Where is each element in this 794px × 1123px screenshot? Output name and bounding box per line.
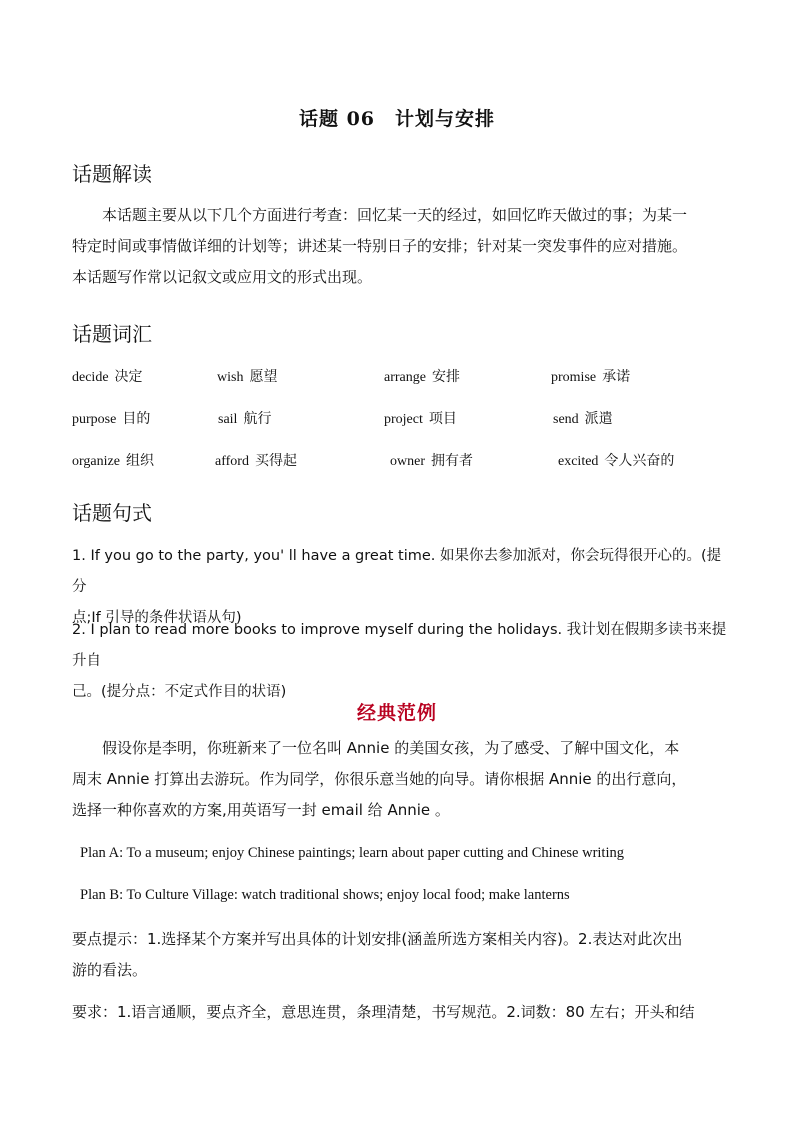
vocab-item — [390, 450, 473, 470]
interpretation-line-2: 特定时间或事情做详细的计划等；讲述某一特别日子的安排；针对某一突发事件的应对措施。 — [72, 237, 688, 255]
vocab-item — [72, 366, 143, 386]
vocab-en: purpose — [72, 412, 117, 427]
vocab-zh: 航行 — [243, 411, 272, 427]
vocab-item — [72, 450, 154, 470]
vocab-item — [218, 408, 271, 428]
vocab-en: owner — [390, 454, 425, 469]
plan-b: Plan B: To Culture Village: watch traditional shows; enjoy local food; make lanterns — [80, 887, 570, 903]
vocab-en: promise — [551, 370, 597, 385]
interpretation-paragraph — [72, 200, 732, 293]
example-prompt-line-2: 周末 Annie 打算出去游玩。作为同学，你很乐意当她的向导。请你根据 Annie 的出行意向， — [72, 770, 687, 788]
vocab-en: afford — [215, 454, 249, 469]
interpretation-heading: 话题解读 — [72, 162, 152, 186]
vocab-zh: 拥有者 — [431, 453, 473, 469]
vocab-en: excited — [558, 454, 599, 469]
tips-line-2: 游的看法。 — [72, 961, 148, 979]
vocab-heading: 话题词汇 — [72, 322, 152, 346]
vocab-en: organize — [72, 454, 120, 469]
sentence-1-line-2: 点;If 引导的条件状语从句) — [72, 610, 242, 626]
example-prompt-line-3: 选择一种你喜欢的方案,用英语写一封 email 给 Annie 。 — [72, 801, 450, 819]
vocab-zh: 目的 — [122, 411, 151, 427]
sentence-2-line-1: 2. I plan to read more books to improve myself during the holidays. 我计划在假期多读书来提升自 — [72, 622, 727, 669]
sentence-1-line-1: 1. If you go to the party, you' ll have a great time. 如果你去参加派对，你会玩得很开心的。(提分 — [72, 548, 722, 595]
tips-line-1: 要点提示：1.选择某个方案并写出具体的计划安排(涵盖所选方案相关内容)。2.表达对此次出 — [72, 930, 683, 948]
vocab-zh: 派遣 — [584, 411, 613, 427]
vocab-row — [72, 450, 732, 474]
vocab-en: wish — [217, 370, 244, 385]
requirements-line: 要求：1.语言通顺，要点齐全，意思连贯，条理清楚，书写规范。2.词数：80 左右；开头和结 — [72, 1003, 695, 1021]
page-title: 话题 06 计划与安排 — [298, 108, 496, 130]
plan-a: Plan A: To a museum; enjoy Chinese paintings; learn about paper cutting and Chinese writing — [80, 845, 624, 861]
vocab-row — [72, 408, 732, 432]
vocab-item — [72, 408, 150, 428]
tips — [72, 924, 732, 986]
interpretation-line-3: 本话题写作常以记叙文或应用文的形式出现。 — [72, 268, 373, 286]
vocab-en: project — [384, 412, 423, 427]
vocab-item — [384, 408, 457, 428]
example-prompt — [72, 733, 732, 826]
vocab-row — [72, 366, 732, 390]
vocab-item — [384, 366, 460, 386]
vocab-zh: 安排 — [431, 369, 460, 385]
sentence-2-line-2: 己。(提分点：不定式作目的状语) — [72, 684, 287, 700]
vocab-en: sail — [218, 412, 238, 427]
vocab-zh: 项目 — [428, 411, 457, 427]
vocab-table — [72, 366, 732, 496]
vocab-en: send — [553, 412, 579, 427]
vocab-en: arrange — [384, 370, 426, 385]
vocab-item — [217, 366, 277, 386]
vocab-zh: 愿望 — [249, 369, 278, 385]
example-prompt-line-1: 假设你是李明，你班新来了一位名叫 Annie 的美国女孩，为了感受、了解中国文化，本 — [102, 739, 680, 757]
requirements — [72, 997, 732, 1028]
interpretation-line-1: 本话题主要从以下几个方面进行考查：回忆某一天的经过，如回忆昨天做过的事；为某一 — [102, 206, 688, 224]
vocab-item — [551, 366, 630, 386]
vocab-item — [215, 450, 297, 470]
vocab-en: decide — [72, 370, 109, 385]
vocab-zh: 令人兴奋的 — [604, 453, 675, 469]
sentence-2 — [72, 615, 732, 708]
vocab-zh: 买得起 — [254, 453, 297, 469]
vocab-item — [558, 450, 674, 470]
vocab-zh: 组织 — [125, 453, 154, 469]
vocab-zh: 承诺 — [602, 369, 631, 385]
example-heading: 经典范例 — [356, 702, 437, 724]
vocab-zh: 决定 — [114, 369, 143, 385]
sentence-heading: 话题句式 — [72, 501, 152, 525]
vocab-item — [553, 408, 613, 428]
